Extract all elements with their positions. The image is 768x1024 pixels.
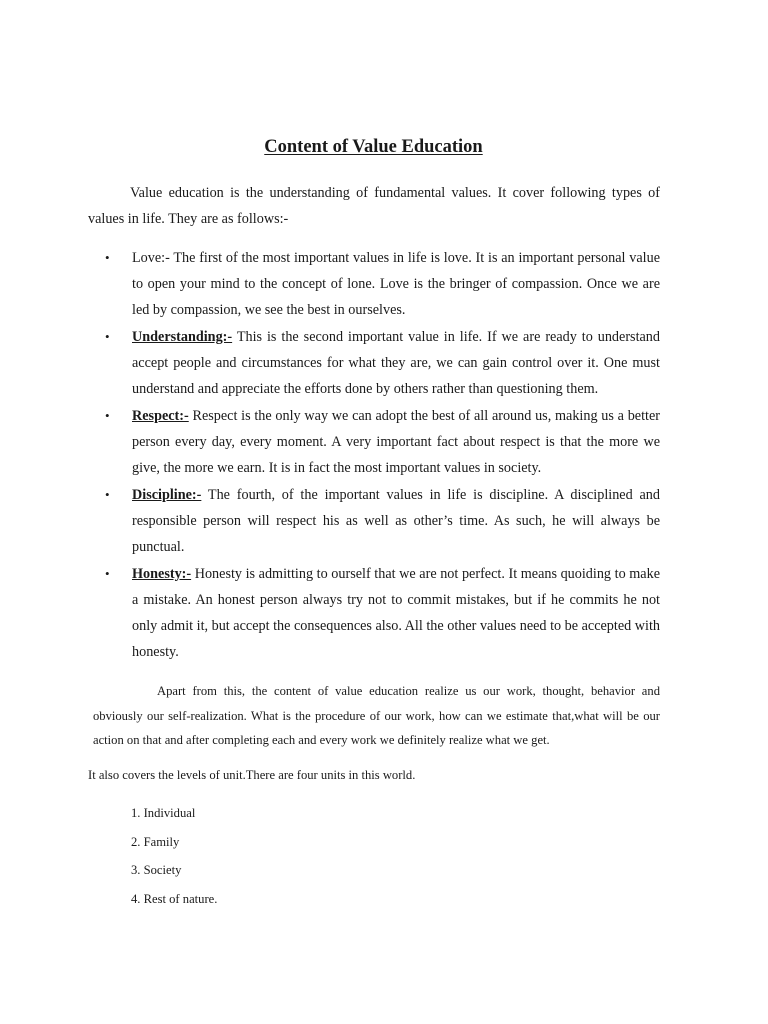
value-description: Honesty is admitting to ourself that we are not perfect. It means quoiding to make a mistake. An honest person always try not to commit mistakes, but if he commits he not only admit it, but accept the consequences also. All the other values need to be accepted with honesty.	[132, 566, 660, 660]
bullet-icon: •	[105, 329, 110, 344]
bullet-icon: •	[105, 250, 110, 265]
apart-paragraph: Apart from this, the content of value education realize us our work, thought, behavior and obviously our self-realization. What is the procedure of our work, how can we estimate that,what will be our action on that and after completing each and every work we definitely realize what we get.	[93, 684, 660, 747]
document-title: Content of Value Education	[264, 137, 483, 157]
value-description: Respect is the only way we can adopt the best of all around us, making us a better person every day, every moment. A very important fact about respect is that the more we give, the more we earn. It is in fact the most important values in society.	[132, 408, 660, 476]
unit-item: 3. Society	[131, 863, 182, 878]
value-item-understanding	[88, 324, 660, 402]
unit-item: 1. Individual	[131, 806, 196, 820]
value-term: Honesty:-	[132, 566, 192, 582]
values-list	[88, 245, 660, 666]
value-item-love	[88, 245, 660, 323]
value-description: This is the second important value in life. If we are ready to understand accept people and circumstances for what they are, we can gain control over it. One must understand and appreciate the efforts done by others rather than questioning them.	[132, 329, 660, 397]
value-item-respect	[88, 403, 660, 481]
value-term: Discipline:-	[132, 487, 202, 503]
value-term: Understanding:-	[132, 329, 233, 345]
bullet-icon: •	[105, 408, 110, 423]
value-item-discipline	[88, 482, 660, 560]
bullet-icon: •	[105, 566, 110, 581]
value-term: Respect:-	[132, 408, 189, 424]
value-description: The fourth, of the important values in life is discipline. A disciplined and responsible person will respect his as well as other’s time. As such, he will always be punctual.	[132, 487, 660, 555]
bullet-icon: •	[105, 487, 110, 502]
units-list	[131, 799, 217, 914]
intro-paragraph: Value education is the understanding of fundamental values. It cover following types of values in life. They are as follows:-	[88, 185, 660, 227]
value-description: Love:- The first of the most important values in life is love. It is an important personal value to open your mind to the concept of lone. Love is the bringer of compassion. Once we are led by compassion, we see the best in ourselves.	[132, 250, 660, 318]
value-item-honesty	[88, 561, 660, 665]
unit-item: 2. Family	[131, 834, 180, 849]
levels-intro: It also covers the levels of unit.There are four units in this world.	[88, 768, 416, 782]
unit-item: 4. Rest of nature.	[131, 892, 218, 907]
